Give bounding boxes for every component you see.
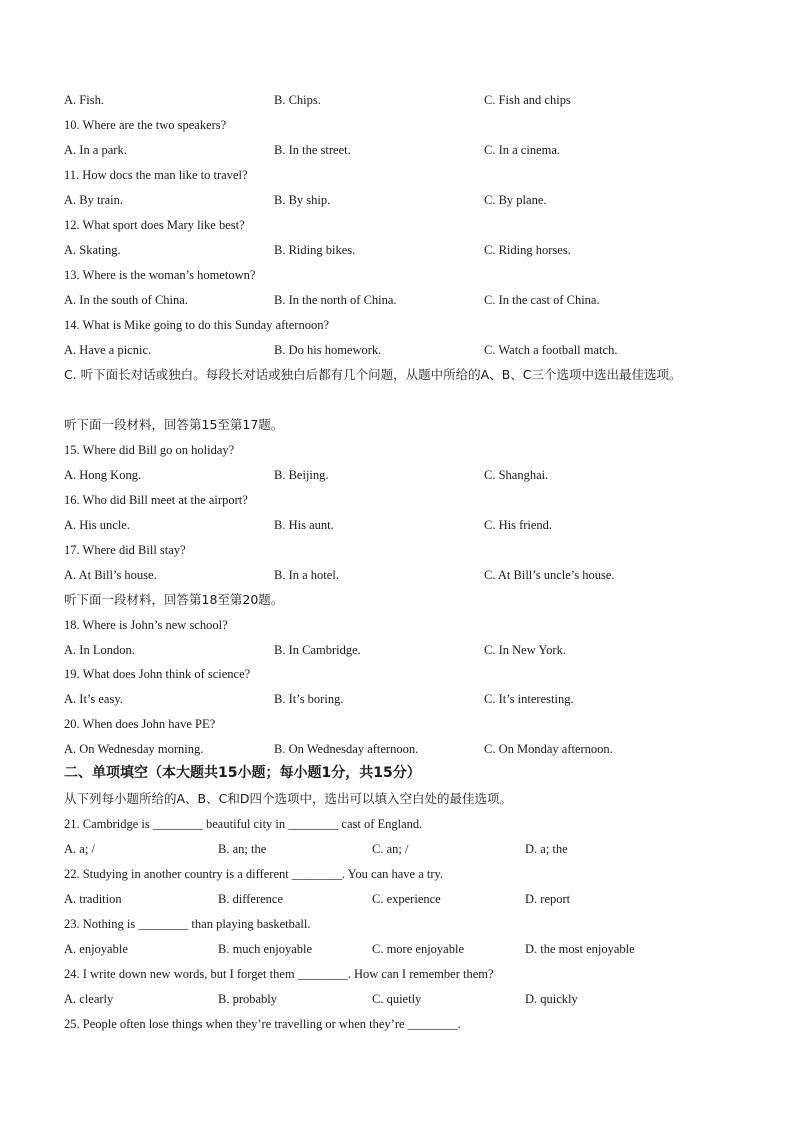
option-c[interactable]: C. quietly xyxy=(372,992,422,1006)
option-a[interactable]: A. tradition xyxy=(64,892,122,906)
option-c[interactable]: C. Shanghai. xyxy=(484,468,549,482)
option-b[interactable]: B. difference xyxy=(218,892,284,906)
option-a[interactable]: A. On Wednesday morning. xyxy=(64,742,204,756)
question-stem: 20. When does John have PE? xyxy=(64,717,216,731)
question-stem: 13. Where is the woman’s hometown? xyxy=(64,268,256,282)
question-stem: 23. Nothing is ________ than playing basketball. xyxy=(64,917,311,931)
question-stem: 15. Where did Bill go on holiday? xyxy=(64,443,235,457)
option-c[interactable]: C. Riding horses. xyxy=(484,243,571,257)
option-a[interactable]: A. In a park. xyxy=(64,143,127,157)
option-a[interactable]: A. Hong Kong. xyxy=(64,468,142,482)
option-c[interactable]: C. In the cast of China. xyxy=(484,293,600,307)
option-a[interactable]: A. In London. xyxy=(64,643,135,657)
option-b[interactable]: B. Chips. xyxy=(274,93,321,107)
option-d[interactable]: D. quickly xyxy=(525,992,578,1006)
option-a[interactable]: A. In the south of China. xyxy=(64,293,188,307)
option-b[interactable]: B. In the street. xyxy=(274,143,351,157)
section-instruction: 从下列每小题所给的A、B、C和D四个选项中，选出可以填入空白处的最佳选项。 xyxy=(64,791,512,806)
option-b[interactable]: B. In the north of China. xyxy=(274,293,397,307)
option-a[interactable]: A. By train. xyxy=(64,193,124,207)
option-d[interactable]: D. a; the xyxy=(525,842,568,856)
question-stem: 12. What sport does Mary like best? xyxy=(64,218,245,232)
question-stem: 16. Who did Bill meet at the airport? xyxy=(64,493,248,507)
option-c[interactable]: C. more enjoyable xyxy=(372,942,464,956)
option-b[interactable]: B. In a hotel. xyxy=(274,568,339,582)
option-b[interactable]: B. It’s boring. xyxy=(274,692,344,706)
passage-note: 听下面一段材料，回答第15至第17题。 xyxy=(64,417,284,432)
option-a[interactable]: A. His uncle. xyxy=(64,518,130,532)
question-stem: 17. Where did Bill stay? xyxy=(64,543,186,557)
option-c[interactable]: C. His friend. xyxy=(484,518,553,532)
question-stem: 25. People often lose things when they’re travelling or when they’re ________. xyxy=(64,1017,461,1031)
option-c[interactable]: C. Watch a football match. xyxy=(484,343,618,357)
option-c[interactable]: C. Fish and chips xyxy=(484,93,571,107)
question-stem: 11. How docs the man like to travel? xyxy=(64,168,248,182)
option-b[interactable]: B. an; the xyxy=(218,842,267,856)
option-a[interactable]: A. Skating. xyxy=(64,243,121,257)
question-stem: 22. Studying in another country is a different ________. You can have a try. xyxy=(64,867,444,881)
option-a[interactable]: A. enjoyable xyxy=(64,942,128,956)
option-d[interactable]: D. report xyxy=(525,892,571,906)
option-b[interactable]: B. much enjoyable xyxy=(218,942,313,956)
option-c[interactable]: C. an; / xyxy=(372,842,409,856)
option-c[interactable]: C. At Bill’s uncle’s house. xyxy=(484,568,615,582)
option-b[interactable]: B. Beijing. xyxy=(274,468,329,482)
option-b[interactable]: B. On Wednesday afternoon. xyxy=(274,742,419,756)
question-stem: 24. I write down new words, but I forget them ________. How can I remember them? xyxy=(64,967,494,981)
option-c[interactable]: C. By plane. xyxy=(484,193,547,207)
option-b[interactable]: B. By ship. xyxy=(274,193,331,207)
section-heading: 二、单项填空（本大题共15小题；每小题1分，共15分） xyxy=(64,765,421,781)
question-stem: 21. Cambridge is ________ beautiful city in ________ cast of England. xyxy=(64,817,423,831)
option-a[interactable]: A. a; / xyxy=(64,842,95,856)
option-a[interactable]: A. At Bill’s house. xyxy=(64,568,157,582)
question-stem: 10. Where are the two speakers? xyxy=(64,118,227,132)
question-stem: 14. What is Mike going to do this Sunday afternoon? xyxy=(64,318,330,332)
question-stem: 18. Where is John’s new school? xyxy=(64,618,228,632)
option-c[interactable]: C. experience xyxy=(372,892,441,906)
option-b[interactable]: B. probably xyxy=(218,992,278,1006)
option-a[interactable]: A. Have a picnic. xyxy=(64,343,152,357)
option-b[interactable]: B. Do his homework. xyxy=(274,343,382,357)
option-d[interactable]: D. the most enjoyable xyxy=(525,942,635,956)
option-b[interactable]: B. Riding bikes. xyxy=(274,243,356,257)
option-c[interactable]: C. On Monday afternoon. xyxy=(484,742,613,756)
option-c[interactable]: C. In New York. xyxy=(484,643,566,657)
section-c-instruction: C. 听下面长对话或独白。每段长对话或独白后都有几个问题，从题中所给的A、B、C三个选项中选出最佳选项。 xyxy=(64,367,682,382)
option-b[interactable]: B. In Cambridge. xyxy=(274,643,361,657)
option-a[interactable]: A. It’s easy. xyxy=(64,692,123,706)
question-stem: 19. What does John think of science? xyxy=(64,667,251,681)
option-a[interactable]: A. clearly xyxy=(64,992,114,1006)
option-b[interactable]: B. His aunt. xyxy=(274,518,334,532)
option-c[interactable]: C. It’s interesting. xyxy=(484,692,574,706)
passage-note: 听下面一段材料，回答第18至第20题。 xyxy=(64,592,284,607)
option-a[interactable]: A. Fish. xyxy=(64,93,104,107)
option-c[interactable]: C. In a cinema. xyxy=(484,143,561,157)
